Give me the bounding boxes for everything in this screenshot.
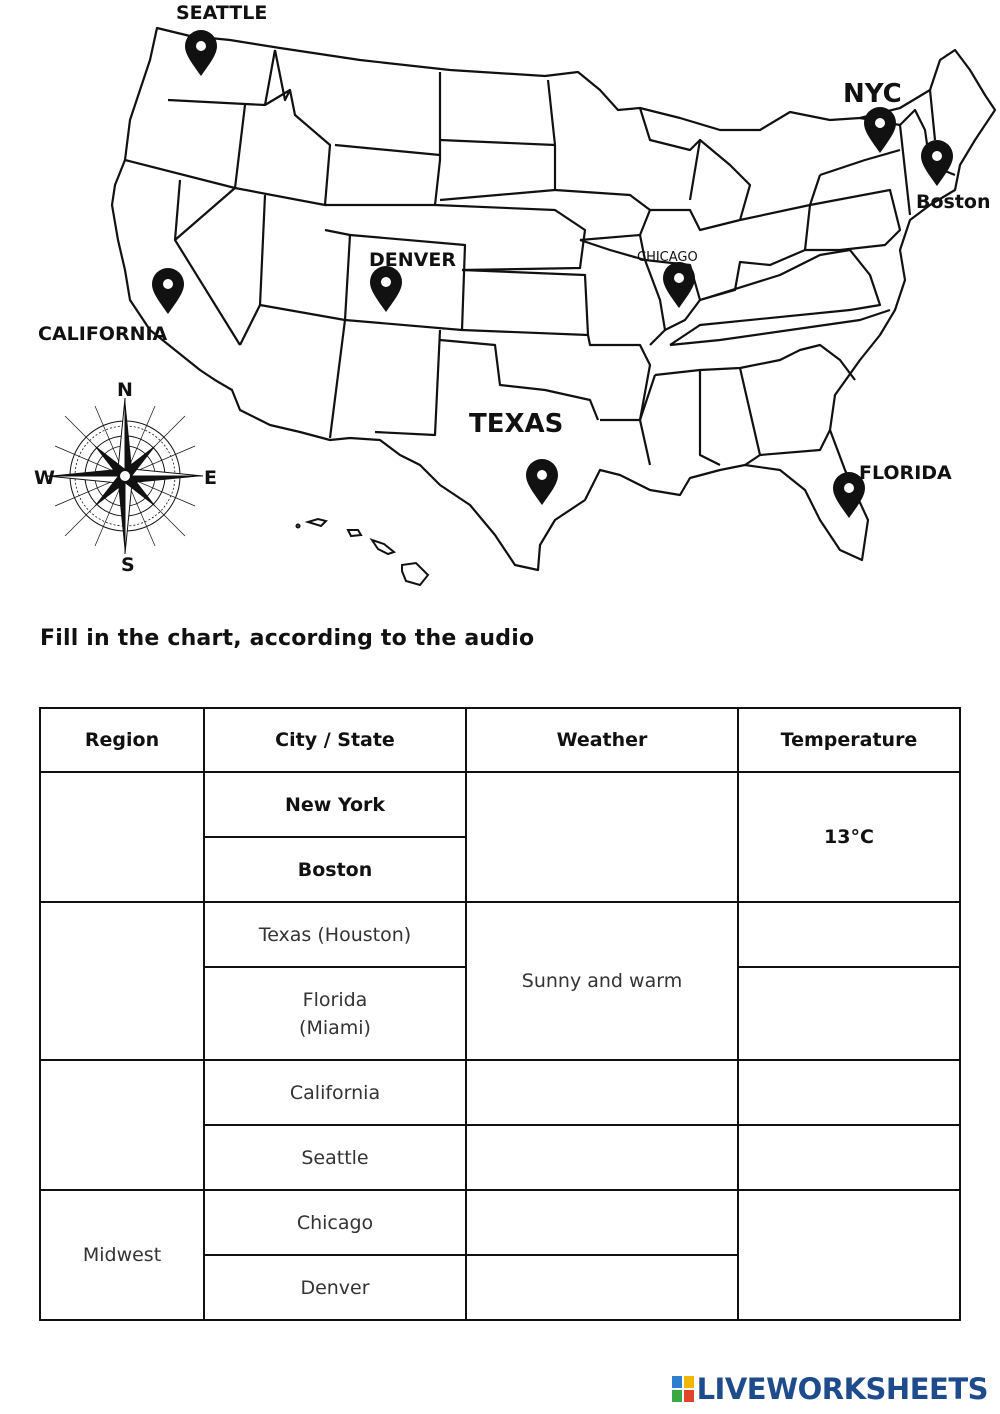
region-cell: Midwest xyxy=(40,1190,204,1320)
boston-pin-icon xyxy=(921,140,953,186)
header-region: Region xyxy=(40,708,204,772)
hawaii-islands xyxy=(297,519,429,585)
city-cell: Texas (Houston) xyxy=(204,902,466,967)
city-cell: Denver xyxy=(204,1255,466,1320)
map-label-boston: Boston xyxy=(916,191,991,213)
us-map-drawing xyxy=(0,0,1000,600)
brand-name: LIVEWORKSHEETS xyxy=(696,1372,988,1406)
map-label-chicago: CHICAGO xyxy=(637,250,698,265)
seattle-pin-icon xyxy=(185,30,217,76)
chicago-pin-icon xyxy=(663,262,695,308)
liveworksheets-brand[interactable] xyxy=(672,1372,988,1406)
compass-rose-icon xyxy=(47,398,203,554)
city-cell xyxy=(204,967,466,1060)
nyc-pin-icon xyxy=(864,107,896,153)
map-label-nyc: NYC xyxy=(843,79,902,109)
temperature-cell-blank[interactable] xyxy=(738,967,960,1060)
table-row xyxy=(40,1190,960,1255)
weather-cell-blank[interactable] xyxy=(466,1125,738,1190)
weather-cell: Sunny and warm xyxy=(466,902,738,1060)
denver-pin-icon xyxy=(370,266,402,312)
temperature-cell-blank[interactable] xyxy=(738,1125,960,1190)
california-pin-icon xyxy=(152,268,184,314)
weather-cell-blank[interactable] xyxy=(466,1190,738,1255)
city-cell: Seattle xyxy=(204,1125,466,1190)
map-label-denver: DENVER xyxy=(369,249,456,271)
region-cell-blank[interactable] xyxy=(40,1060,204,1190)
table-row xyxy=(40,772,960,837)
header-city-state: City / State xyxy=(204,708,466,772)
table-row xyxy=(40,1060,960,1125)
us-map xyxy=(0,0,1000,600)
city-cell: California xyxy=(204,1060,466,1125)
weather-cell-blank[interactable] xyxy=(466,1060,738,1125)
temperature-cell: 13°C xyxy=(738,772,960,902)
map-label-california: CALIFORNIA xyxy=(38,323,168,345)
map-label-seattle: SEATTLE xyxy=(176,2,268,24)
map-label-texas: TEXAS xyxy=(469,409,564,439)
compass-w-label: W xyxy=(34,467,55,489)
header-temperature: Temperature xyxy=(738,708,960,772)
weather-cell-blank[interactable] xyxy=(466,772,738,902)
city-name: Florida xyxy=(302,988,368,1011)
map-label-florida: FLORIDA xyxy=(859,462,952,484)
instruction-text: Fill in the chart, according to the audio xyxy=(40,626,535,651)
header-weather: Weather xyxy=(466,708,738,772)
weather-chart-table xyxy=(39,707,961,1321)
compass-n-label: N xyxy=(117,379,133,401)
table-row xyxy=(40,902,960,967)
temperature-cell-blank[interactable] xyxy=(738,1190,960,1320)
city-cell: Chicago xyxy=(204,1190,466,1255)
texas-pin-icon xyxy=(526,459,558,505)
compass-e-label: E xyxy=(204,467,217,489)
compass-s-label: S xyxy=(121,554,135,576)
city-detail: (Miami) xyxy=(299,1016,371,1039)
city-cell: New York xyxy=(204,772,466,837)
city-cell: Boston xyxy=(204,837,466,902)
liveworksheets-logo-icon xyxy=(672,1376,694,1402)
temperature-cell-blank[interactable] xyxy=(738,902,960,967)
region-cell-blank[interactable] xyxy=(40,772,204,902)
temperature-cell-blank[interactable] xyxy=(738,1060,960,1125)
weather-cell-blank[interactable] xyxy=(466,1255,738,1320)
table-header-row xyxy=(40,708,960,772)
region-cell-blank[interactable] xyxy=(40,902,204,1060)
